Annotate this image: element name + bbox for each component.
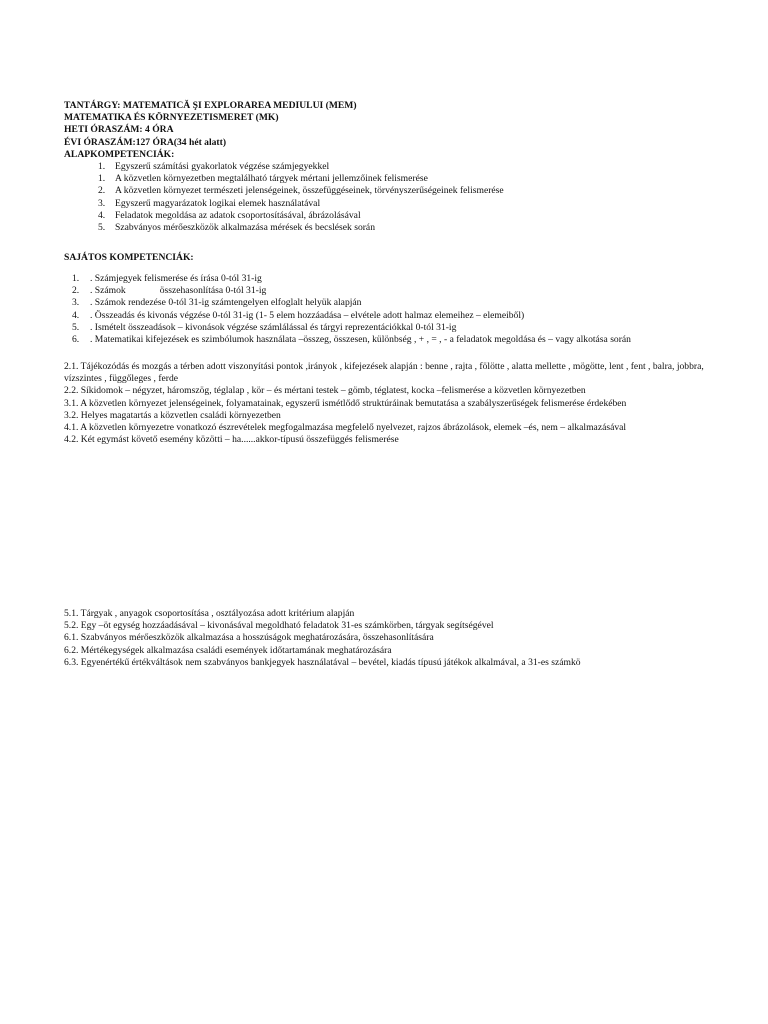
list-item-number: 1.: [98, 173, 106, 185]
list-item-text: A közvetlen környezet természeti jelenségeinek, összefüggéseinek, törvényszerűségeinek felismerése: [115, 185, 504, 197]
list-item-number: 6.: [72, 334, 80, 346]
list-item-text: Feladatok megoldása az adatok csoportosításával, ábrázolásával: [115, 209, 361, 221]
competence-paragraph: 3.2. Helyes magatartás a közvetlen családi környezetben: [64, 409, 281, 421]
competence-paragraph: 2.2. Síkidomok – négyzet, háromszög, téglalap , kör – és mértani testek – gömb, téglatest, kocka –felismerése a közvetlen környezetben: [64, 385, 586, 397]
list-item-text: . Matematikai kifejezések es szimbólumok használata –összeg, összesen, különbség , + , = , - a feladatok megoldása és – vagy alkotása során: [90, 334, 631, 346]
specific-competences-list: [64, 273, 714, 346]
competence-paragraph: 5.1. Tárgyak , anyagok csoportosítása , osztályozása adott kritérium alapján: [64, 608, 355, 619]
list-item-number: 3.: [72, 297, 80, 309]
list-item: [64, 297, 714, 309]
subject-title-hu: MATEMATIKA ÉS KÖRNYEZETISMERET (MK): [64, 112, 279, 124]
competence-paragraph: 3.1. A közvetlen környezet jelenségeinek, folyamatainak, egyszerű ismétlődő struktúráinak bemutatása a szabályszerűségek felismerése érdekében: [64, 397, 627, 409]
competence-paragraph: 6.1. Szabványos mérőeszközök alkalmazása a hosszúságok meghatározására, összehasonlítására: [64, 632, 434, 644]
list-item-number: 4.: [72, 309, 80, 321]
list-item-number: 3.: [98, 197, 106, 209]
competence-paragraph: 4.1. A közvetlen környezetre vonatkozó észrevételek megfogalmazása megfelelő nyelvezet, rajzos ábrázolások, elemek –és, nem – alkalmazásával: [64, 422, 627, 434]
list-item-text: Egyszerű magyarázatok logikai elemek használatával: [115, 197, 321, 209]
list-item-number: 2.: [72, 285, 80, 297]
list-item: [64, 210, 704, 222]
basic-competences-heading: ALAPKOMPETENCIÁK:: [64, 148, 175, 160]
competences-block-b: [64, 608, 714, 669]
list-item-number: 4.: [98, 209, 106, 221]
basic-competences-list: [64, 161, 704, 234]
weekly-hours: HETI ÓRASZÁM: 4 ÓRA: [64, 124, 174, 136]
list-item-text: . Összeadás és kivonás végzése 0-tól 31-ig (1- 5 elem hozzáadása – elvétele adott halmaz elemeihez – elemeiből): [90, 309, 525, 321]
specific-competences-heading: SAJÁTOS KOMPETENCIÁK:: [64, 252, 194, 263]
list-item: [64, 310, 714, 322]
list-item: [64, 161, 704, 173]
list-item-number: 5.: [72, 321, 80, 333]
list-item-number: 2.: [98, 185, 106, 197]
list-item-number: 5.: [98, 222, 106, 234]
syllabus-header: [64, 100, 704, 234]
list-item-text-group: [90, 285, 714, 297]
list-item-text: . Számok: [90, 285, 126, 297]
yearly-hours: ÉVI ÓRASZÁM:127 ÓRA(34 hét alatt): [64, 136, 227, 148]
list-item-number: 1.: [98, 161, 106, 173]
list-item-number: 1.: [72, 273, 80, 284]
list-item: [64, 222, 704, 234]
list-item-text: . Számok rendezése 0-tól 31-ig számtengelyen elfoglalt helyük alapján: [90, 297, 362, 309]
competence-paragraph: 5.2. Egy –öt egység hozzáadásával – kivonásával megoldható feladatok 31-es számkörben, tárgyak segítségével: [64, 620, 494, 632]
list-item: [64, 322, 714, 334]
list-item: [64, 198, 704, 210]
list-item: [64, 273, 714, 285]
list-item: [64, 285, 714, 297]
list-item-text: A közvetlen környezetben megtalálható tárgyek mértani jellemzőinek felismerése: [115, 173, 428, 185]
competence-paragraph: 2.1. Tájékozódás és mozgás a térben adott viszonyítási pontok ,irányok , kifejezések alapján : benne , rajta , fölötte , alatta mellette , mögötte, lent , fent , balra, jobbra, vízszintes , függőleges , ferde: [64, 361, 704, 385]
subject-title-ro: TANTÁRGY: MATEMATICĂ ŞI EXPLORAREA MEDIULUI (MEM): [64, 100, 357, 111]
list-item-text: . Ismételt összeadások – kivonások végzése számlálással és tárgyi reprezentációkkal 0-tól 31-ig: [90, 321, 457, 333]
competences-block-a: [64, 361, 714, 446]
list-item: [64, 185, 704, 197]
competence-paragraph: 6.2. Mértékegységek alkalmazása családi események időtartamának meghatározására: [64, 644, 392, 656]
list-item: [64, 334, 714, 346]
list-item-text: Szabványos mérőeszközök alkalmazása mérések és becslések során: [115, 222, 375, 234]
list-item-text: összehasonlítása 0-tól 31-ig: [159, 285, 267, 297]
competence-paragraph: 6.3. Egyenértékű értékváltások nem szabványos bankjegyek használatával – bevétel, kiadás típusú játékok alkalmával, a 31-es számkö: [64, 656, 581, 668]
list-item-text: Egyszerű számítási gyakorlatok végzése számjegyekkel: [115, 161, 330, 173]
list-item: [64, 173, 704, 185]
list-item-text: . Számjegyek felismerése és írása 0-tól 31-ig: [90, 273, 262, 284]
competence-paragraph: 4.2. Két egymást követő esemény közötti – ha......akkor-típusú összefüggés felismerése: [64, 434, 399, 446]
